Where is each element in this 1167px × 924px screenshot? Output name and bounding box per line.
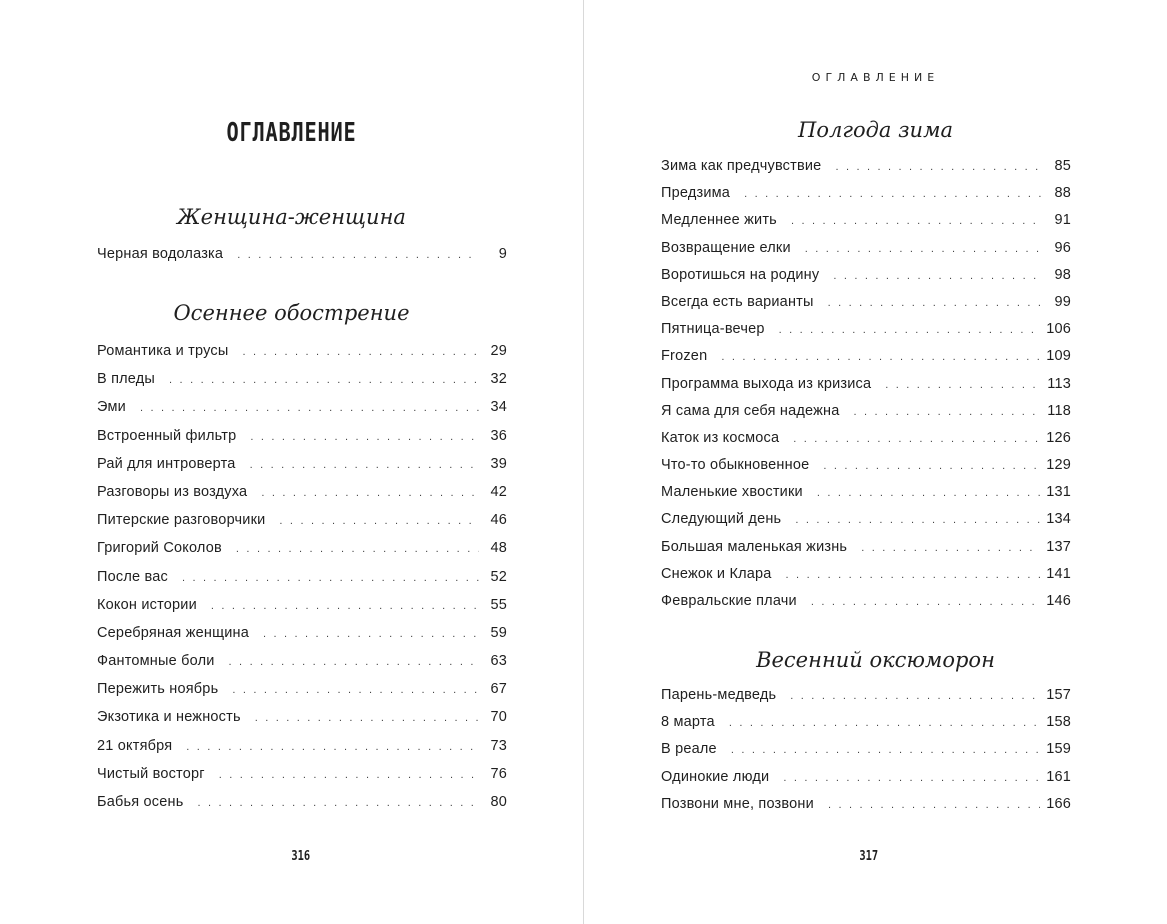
toc-entry-page: 85 — [1054, 158, 1071, 174]
toc-leader-dots — [250, 431, 479, 443]
toc-entry-title: Бабья осень — [97, 794, 184, 810]
toc-entry-title: Следующий день — [661, 511, 782, 528]
toc-entry-title: Питерские разговорчики — [97, 512, 266, 529]
toc-entry[interactable] — [661, 566, 1071, 593]
toc-entry[interactable] — [661, 158, 1071, 185]
toc-entry-title: Рай для интроверта — [97, 455, 236, 472]
toc-leader-dots — [197, 797, 479, 809]
toc-entry[interactable] — [661, 267, 1071, 294]
toc-leader-dots — [182, 572, 479, 584]
toc-entry-title: В реале — [661, 741, 717, 758]
toc-entry[interactable] — [661, 294, 1071, 321]
toc-entry-page: 36 — [490, 427, 507, 444]
toc-entry[interactable] — [661, 185, 1071, 212]
toc-leader-dots — [263, 628, 479, 640]
toc-list-polgoda — [661, 158, 1071, 620]
toc-leader-dots — [279, 515, 479, 527]
toc-entry[interactable] — [661, 457, 1071, 484]
toc-entry-page: 88 — [1054, 185, 1071, 202]
toc-entry-title: Программа выхода из кризиса — [661, 375, 872, 392]
toc-entry-title: Фантомные боли — [97, 653, 215, 670]
left-page — [0, 0, 583, 924]
toc-leader-dots — [817, 487, 1040, 499]
toc-entry[interactable] — [97, 653, 507, 681]
toc-entry-title: Большая маленькая жизнь — [661, 538, 848, 555]
toc-entry-page: 129 — [1046, 457, 1071, 474]
toc-leader-dots — [255, 712, 479, 724]
toc-entry[interactable] — [97, 738, 507, 766]
toc-entry[interactable] — [97, 246, 507, 274]
toc-entry-page: 118 — [1047, 402, 1071, 419]
toc-entry-page: 70 — [490, 709, 507, 726]
toc-list-osennee — [97, 343, 507, 822]
toc-leader-dots — [805, 243, 1043, 255]
toc-leader-dots — [242, 346, 479, 358]
toc-entry-page: 166 — [1046, 795, 1071, 812]
toc-entry[interactable] — [97, 709, 507, 737]
toc-entry-title: В пледы — [97, 371, 156, 388]
toc-entry[interactable] — [661, 348, 1071, 375]
toc-entry-page: 32 — [490, 371, 507, 388]
toc-entry-page: 34 — [490, 399, 507, 416]
toc-entry-title: Черная водолазка — [97, 246, 224, 262]
toc-entry[interactable] — [661, 321, 1071, 348]
toc-entry[interactable] — [661, 687, 1071, 714]
toc-entry-page: 99 — [1054, 293, 1071, 310]
toc-entry-page: 48 — [490, 540, 507, 557]
toc-entry-page: 80 — [490, 794, 507, 810]
toc-entry-page: 126 — [1046, 429, 1071, 446]
toc-entry-title: Экзотика и нежность — [97, 709, 241, 726]
toc-entry[interactable] — [661, 240, 1071, 267]
toc-leader-dots — [744, 188, 1043, 200]
toc-entry[interactable] — [97, 681, 507, 709]
toc-entry-title: Разговоры из воздуха — [97, 483, 248, 500]
toc-entry[interactable] — [661, 593, 1071, 620]
toc-entry-page: 52 — [490, 568, 507, 585]
toc-entry-title: Медленнее жить — [661, 212, 777, 229]
toc-entry[interactable] — [97, 512, 507, 540]
toc-entry[interactable] — [97, 371, 507, 399]
toc-entry-title: 8 марта — [661, 714, 715, 731]
toc-entry[interactable] — [661, 714, 1071, 741]
toc-entry-title: Встроенный фильтр — [97, 427, 237, 444]
toc-entry-title: Февральские плачи — [661, 593, 797, 609]
toc-leader-dots — [211, 600, 479, 612]
section-title-polgoda: Полгода зима — [798, 118, 953, 142]
toc-entry-title: Воротишься на родину — [661, 266, 820, 283]
toc-entry-page: 9 — [498, 246, 507, 262]
section-title-zhenshchina: Женщина-женщина — [177, 205, 406, 229]
toc-entry-page: 59 — [490, 624, 507, 641]
toc-entry[interactable] — [661, 484, 1071, 511]
toc-list-vesenniy — [661, 687, 1071, 823]
toc-leader-dots — [140, 402, 479, 414]
toc-entry-page: 131 — [1046, 484, 1071, 501]
toc-leader-dots — [861, 542, 1040, 554]
toc-entry-page: 98 — [1054, 266, 1071, 283]
toc-entry[interactable] — [661, 212, 1071, 239]
toc-leader-dots — [854, 406, 1042, 418]
toc-entry-title: Возвращение елки — [661, 239, 791, 256]
toc-entry-page: 134 — [1046, 511, 1071, 528]
toc-leader-dots — [779, 324, 1041, 336]
page-number: 317 — [859, 849, 879, 864]
toc-entry-page: 159 — [1046, 741, 1071, 758]
toc-leader-dots — [791, 215, 1043, 227]
toc-entry-title: Зима как предчувствие — [661, 158, 822, 174]
toc-entry-title: Серебряная женщина — [97, 624, 249, 641]
toc-leader-dots — [261, 487, 479, 499]
toc-entry-page: 157 — [1046, 687, 1071, 703]
toc-entry[interactable] — [97, 766, 507, 794]
toc-entry-page: 146 — [1046, 593, 1071, 609]
toc-entry-page: 161 — [1046, 768, 1071, 785]
toc-entry-page: 46 — [490, 512, 507, 529]
toc-entry-title: Григорий Соколов — [97, 540, 222, 557]
toc-entry-page: 113 — [1047, 375, 1071, 392]
toc-entry-page: 96 — [1054, 239, 1071, 256]
page-title: ОГЛАВЛЕНИЕ — [226, 118, 357, 148]
toc-list-zhenshchina — [97, 246, 507, 274]
toc-entry-title: После вас — [97, 568, 168, 585]
toc-entry-page: 158 — [1046, 714, 1071, 731]
toc-entry-title: Парень-медведь — [661, 687, 777, 703]
toc-entry[interactable] — [97, 399, 507, 427]
toc-leader-dots — [790, 690, 1040, 702]
toc-entry[interactable] — [661, 430, 1071, 457]
toc-leader-dots — [250, 459, 479, 471]
toc-leader-dots — [783, 772, 1040, 784]
toc-entry-title: Маленькие хвостики — [661, 484, 803, 501]
toc-entry[interactable] — [661, 796, 1071, 823]
toc-entry-title: Эми — [97, 399, 126, 416]
page-number: 316 — [291, 849, 311, 864]
toc-entry-title: Что-то обыкновенное — [661, 457, 810, 474]
section-title-osennee: Осеннее обострение — [173, 301, 410, 325]
toc-entry-title: Снежок и Клара — [661, 565, 772, 582]
toc-leader-dots — [186, 741, 479, 753]
toc-entry-title: Позвони мне, позвони — [661, 795, 814, 812]
toc-entry[interactable] — [661, 511, 1071, 538]
toc-leader-dots — [823, 460, 1040, 472]
toc-entry-page: 39 — [490, 455, 507, 472]
toc-entry-title: Пятница-вечер — [661, 321, 765, 338]
toc-entry-title: Пережить ноябрь — [97, 681, 219, 698]
toc-leader-dots — [219, 769, 479, 781]
toc-entry-title: 21 октября — [97, 737, 173, 754]
toc-entry-page: 137 — [1046, 538, 1071, 555]
toc-entry[interactable] — [97, 428, 507, 456]
toc-entry-page: 73 — [490, 737, 507, 754]
toc-leader-dots — [795, 514, 1040, 526]
toc-leader-dots — [828, 297, 1043, 309]
toc-entry-page: 29 — [490, 343, 507, 359]
toc-leader-dots — [828, 799, 1040, 811]
toc-entry[interactable] — [97, 625, 507, 653]
toc-entry-title: Frozen — [661, 348, 708, 365]
toc-entry-page: 141 — [1046, 565, 1071, 582]
toc-leader-dots — [835, 161, 1043, 173]
toc-entry-title: Кокон истории — [97, 596, 197, 613]
toc-entry-title: Романтика и трусы — [97, 343, 229, 359]
toc-entry[interactable] — [661, 376, 1071, 403]
toc-entry-page: 42 — [490, 483, 507, 500]
toc-entry-page: 55 — [490, 596, 507, 613]
toc-entry[interactable] — [97, 343, 507, 371]
toc-entry[interactable] — [97, 569, 507, 597]
toc-entry-page: 76 — [490, 765, 507, 782]
toc-entry-page: 106 — [1046, 321, 1071, 338]
toc-entry-title: Предзима — [661, 185, 731, 202]
toc-entry[interactable] — [97, 794, 507, 822]
toc-entry[interactable] — [661, 403, 1071, 430]
toc-entry-title: Одинокие люди — [661, 768, 770, 785]
toc-entry[interactable] — [97, 540, 507, 568]
toc-entry-title: Каток из космоса — [661, 429, 780, 446]
toc-leader-dots — [731, 744, 1040, 756]
toc-entry-title: Всегда есть варианты — [661, 293, 814, 310]
toc-leader-dots — [833, 270, 1043, 282]
right-page — [584, 0, 1167, 924]
toc-leader-dots — [885, 379, 1041, 391]
toc-entry[interactable] — [97, 597, 507, 625]
toc-leader-dots — [237, 249, 479, 261]
toc-leader-dots — [229, 656, 479, 668]
toc-leader-dots — [232, 684, 479, 696]
toc-entry-page: 67 — [490, 681, 507, 698]
toc-leader-dots — [721, 351, 1040, 363]
section-title-vesenniy: Весенний оксюморон — [756, 648, 995, 672]
toc-entry-title: Я сама для себя надежна — [661, 402, 840, 419]
toc-leader-dots — [786, 569, 1041, 581]
toc-entry[interactable] — [97, 456, 507, 484]
toc-entry-page: 63 — [490, 653, 507, 670]
toc-leader-dots — [811, 596, 1040, 608]
running-head: ОГЛАВЛЕНИЕ — [811, 71, 940, 84]
toc-entry-page: 91 — [1054, 212, 1071, 229]
toc-entry[interactable] — [661, 539, 1071, 566]
toc-entry[interactable] — [97, 484, 507, 512]
toc-leader-dots — [729, 717, 1040, 729]
toc-leader-dots — [236, 543, 479, 555]
toc-entry[interactable] — [661, 769, 1071, 796]
toc-leader-dots — [793, 433, 1040, 445]
toc-entry-page: 109 — [1046, 348, 1071, 365]
toc-entry[interactable] — [661, 741, 1071, 768]
toc-entry-title: Чистый восторг — [97, 765, 205, 782]
toc-leader-dots — [169, 374, 479, 386]
